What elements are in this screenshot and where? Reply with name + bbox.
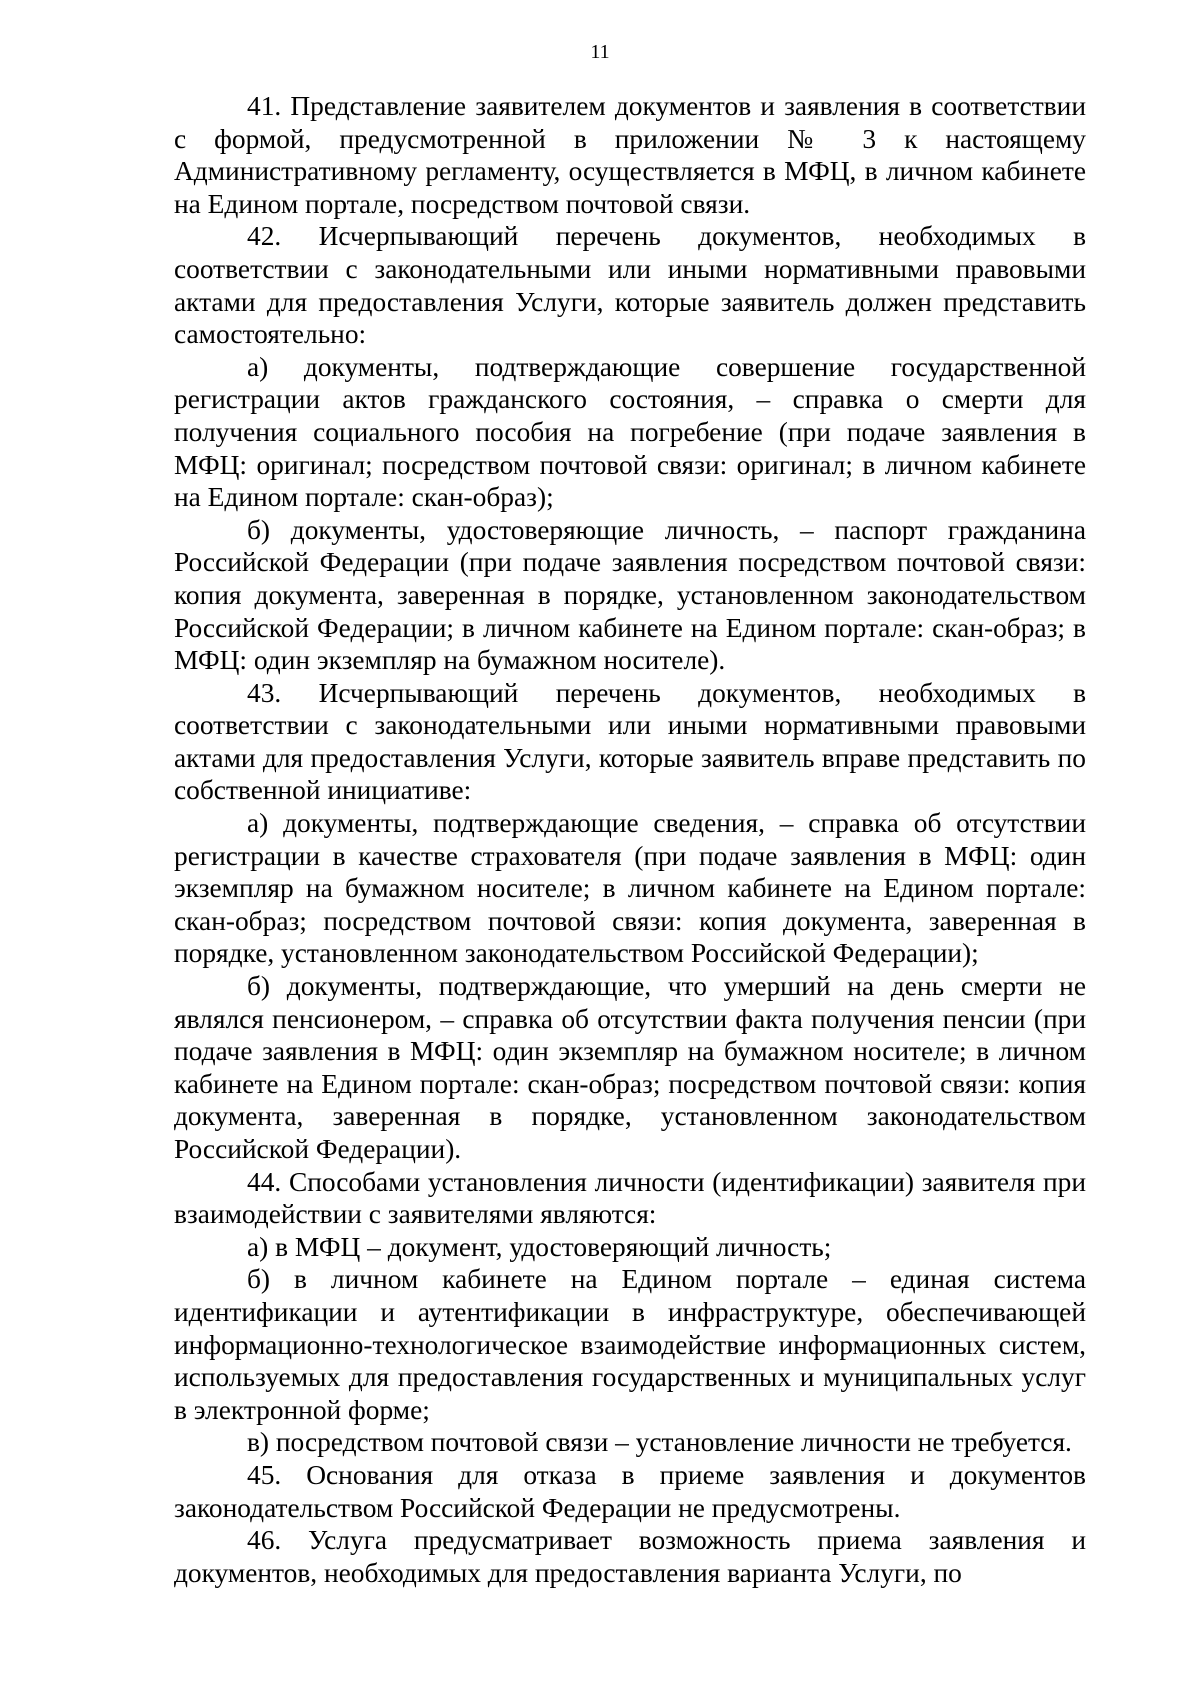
paragraph-44-b: б) в личном кабинете на Едином портале – единая система идентификации и аутентификации в инфраструктуре, обеспечивающей информационно-технологическое взаимодействие информационных систем, используемых для предоставления государственных и муниципальных услуг в электронной форме; (174, 1264, 1086, 1425)
paragraph-44-c: в) посредством почтовой связи – установление личности не требуется. (247, 1427, 1072, 1458)
document-body (174, 90, 1086, 1589)
paragraph-42-b: б) документы, удостоверяющие личность, – паспорт гражданина Российской Федерации (при подаче заявления посредством почтовой связи: копия документа, заверенная в порядке, установленном законодательством Российской Федерации; в личном кабинете на Едином портале: скан-образ; в МФЦ: один экземпляр на бумажном носителе). (174, 514, 1086, 676)
paragraph-44-a: а) в МФЦ – документ, удостоверяющий личность; (247, 1231, 832, 1262)
paragraph-44: 44. Способами установления личности (идентификации) заявителя при взаимодействии с заявителями являются: (174, 1166, 1086, 1230)
paragraph-45: 45. Основания для отказа в приеме заявления и документов законодательством Российской Федерации не предусмотрены. (174, 1459, 1086, 1523)
paragraph-43: 43. Исчерпывающий перечень документов, необходимых в соответствии с законодательными или иными нормативными правовыми актами для предоставления Услуги, которые заявитель вправе представить по собственной инициативе: (174, 677, 1086, 806)
paragraph-41: 41. Представление заявителем документов и заявления в соответствии с формой, предусмотренной в приложении № 3 к настоящему Административному регламенту, осуществляется в МФЦ, в личном кабинете на Едином портале, посредством почтовой связи. (174, 91, 1086, 219)
page-number: 11 (590, 41, 610, 63)
paragraph-43-a: а) документы, подтверждающие сведения, – справка об отсутствии регистрации в качестве страхователя (при подаче заявления в МФЦ: один экземпляр на бумажном носителе; в личном кабинете на Едином портале: скан-образ; посредством почтовой связи: копия документа, заверенная в порядке, установленном законодательством Российской Федерации); (174, 808, 1086, 969)
paragraph-43-b: б) документы, подтверждающие, что умерший на день смерти не являлся пенсионером, – справка об отсутствии факта получения пенсии (при подаче заявления в МФЦ: один экземпляр на бумажном носителе; в личном кабинете на Едином портале: скан-образ; посредством почтовой связи: копия документа, заверенная в порядке, установленном законодательством Российской Федерации). (174, 971, 1086, 1164)
paragraph-42: 42. Исчерпывающий перечень документов, необходимых в соответствии с законодательными или иными нормативными правовыми актами для предоставления Услуги, которые заявитель должен представить самостоятельно: (174, 221, 1086, 350)
paragraph-42-a: а) документы, подтверждающие совершение государственной регистрации актов гражданского состояния, – справка о смерти для получения социального пособия на погребение (при подаче заявления в МФЦ: оригинал; посредством почтовой связи: оригинал; в личном кабинете на Едином портале: скан-образ); (174, 351, 1086, 513)
paragraph-46: 46. Услуга предусматривает возможность приема заявления и документов, необходимых для предоставления варианта Услуги, по (174, 1525, 1086, 1588)
